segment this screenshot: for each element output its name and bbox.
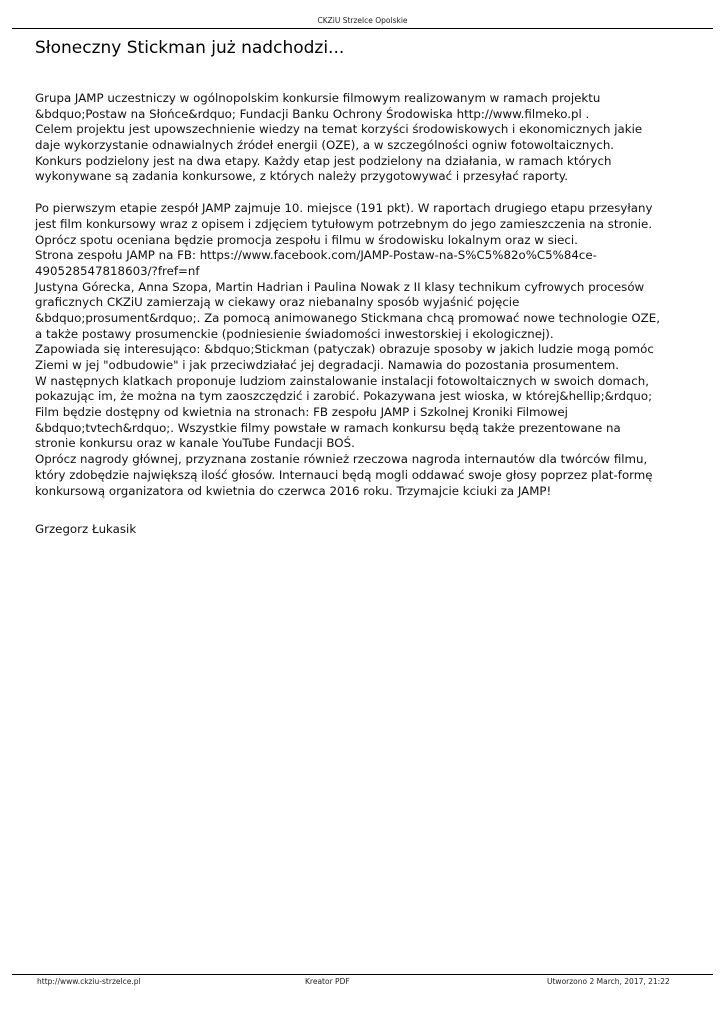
footer-created-date: Utworzono 2 March, 2017, 21:22 (547, 977, 670, 986)
text-line: &bdquo;Postaw na Słońce&rdquo; Fundacji Banku Ochrony Środowiska http://www.filmeko.pl . (35, 106, 590, 121)
paragraph-spacer (35, 185, 695, 201)
text-line: który zdobędzie największą ilość głosów. Internauci będą mogli oddawać swoje głosy poprzez plat-formę (35, 467, 653, 482)
text-line: Oprócz nagrody głównej, przyznana zostanie również rzeczowa nagroda internautów dla twórców filmu, (35, 452, 648, 467)
text-line: konkursową organizatora od kwietnia do czerwca 2016 roku. Trzymajcie kciuki za JAMP! (35, 483, 552, 498)
paragraph-details (35, 201, 695, 499)
paragraph-intro (35, 91, 695, 185)
header-divider (12, 28, 713, 29)
article-title: Słoneczny Stickman już nadchodzi... (35, 38, 345, 58)
text-line: Oprócz spotu oceniana będzie promocja zespołu i filmu w środowisku lokalnym oraz w sieci. (35, 232, 578, 247)
text-line: &bdquo;tvtech&rdquo;. Wszystkie filmy powstałe w ramach konkursu będą także prezentowane na (35, 420, 621, 435)
text-line: Zapowiada się interesująco: &bdquo;Stickman (patyczak) obrazuje sposoby w jakich ludzie mogą pomóc (35, 342, 654, 357)
text-line: &bdquo;prosument&rdquo;. Za pomocą animowanego Stickmana chcą promować nowe technologie OZE, (35, 310, 660, 325)
footer-divider (12, 974, 713, 975)
footer-generator: Kreator PDF (305, 977, 350, 986)
text-line: W następnych klatkach proponuje ludziom zainstalowanie instalacji fotowoltaicznych w swoich domach, (35, 373, 649, 388)
text-line: graficznych CKZiU zamierzają w ciekawy oraz niebanalny sposób wyjaśnić pojęcie (35, 295, 520, 310)
text-line: jest film konkursowy wraz z opisem i zdjęciem tytułowym potrzebnym do jego zamieszczenia na stronie. (35, 216, 653, 231)
text-line: Justyna Górecka, Anna Szopa, Martin Hadrian i Paulina Nowak z II klasy technikum cyfrowych procesów (35, 279, 645, 294)
text-line: a także postawy prosumenckie (podniesienie świadomości inwestorskiej i ekologicznej). (35, 326, 554, 341)
text-line: Po pierwszym etapie zespół JAMP zajmuje 10. miejsce (191 pkt). W raportach drugiego etapu przesyłany (35, 201, 653, 216)
text-line: daje wykorzystanie odnawialnych źródeł energii (OZE), a w szczególności ogniw fotowoltaicznych. (35, 138, 615, 153)
article-author: Grzegorz Łukasik (35, 522, 137, 537)
text-line: stronie konkursu oraz w kanale YouTube Fundacji BOŚ. (35, 436, 355, 451)
author-spacer (35, 499, 695, 522)
text-line: Konkurs podzielony jest na dwa etapy. Każdy etap jest podzielony na działania, w ramach których (35, 153, 612, 168)
text-line: Film będzie dostępny od kwietnia na stronach: FB zespołu JAMP i Szkolnej Kroniki Filmowej (35, 405, 568, 420)
article-body (35, 91, 695, 538)
text-line: Ziemi w jej "odbudowie" i jak przeciwdziałać jej degradacji. Namawia do pozostania prosumentem. (35, 358, 619, 372)
header-site-name: CKZiU Strzelce Opolskie (317, 16, 408, 25)
text-line: 490528547818603/?fref=nf (35, 263, 200, 278)
text-line: Strona zespołu JAMP na FB: https://www.facebook.com/JAMP-Postaw-na-S%C5%82o%C5%84ce- (35, 248, 597, 263)
text-line: Celem projektu jest upowszechnienie wiedzy na temat korzyści środowiskowych i ekonomicznych jakie (35, 122, 643, 137)
text-line: pokazując im, że można na tym zaoszczędzić i zarobić. Pokazywana jest wioska, w której&hellip;&rdquo; (35, 389, 653, 404)
text-line: Grupa JAMP uczestniczy w ogólnopolskim konkursie filmowym realizowanym w ramach projektu (35, 91, 601, 105)
footer-site-link[interactable]: http://www.ckziu-strzelce.pl (37, 977, 141, 986)
text-line: wykonywane są zadania konkursowe, z których należy przygotowywać i przesyłać raporty. (35, 169, 568, 184)
